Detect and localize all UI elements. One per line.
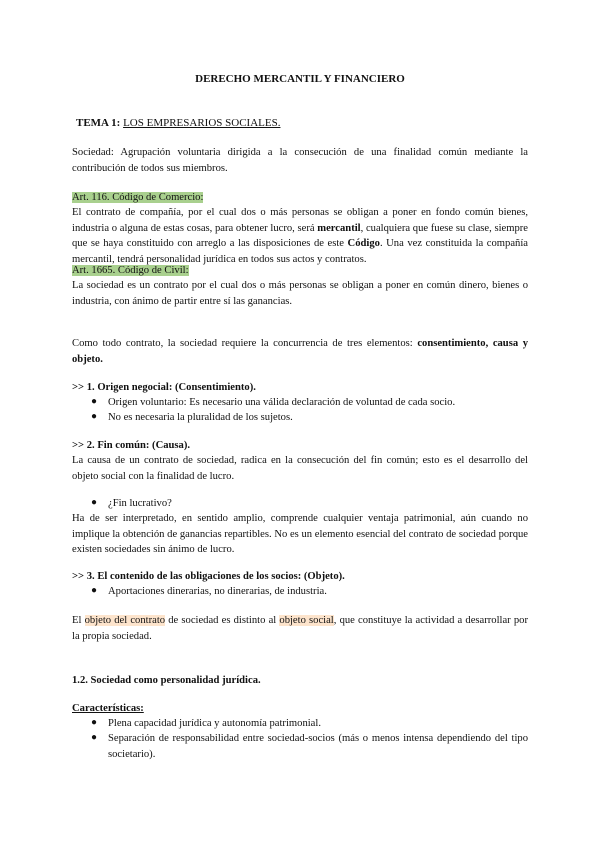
bullet-icon: ●	[91, 396, 98, 407]
s2-paragraph-2: Ha de ser interpretado, en sentido amplio, comprende cualquier ventaja patrimonial, aún cuando no implique la obtención de ganancias repartibles. No es un elemento esencial del contrato de sociedad porque existen sociedades sin ánimo de lucro.	[72, 513, 528, 555]
art116-bold-mercantil: mercantil	[317, 222, 361, 234]
art116-text-2: , cualquiera que fuese su clase, siempre que se haya constituido con arreglo a las disposiciones de este	[72, 222, 528, 249]
bullet-icon: ●	[91, 411, 98, 422]
s3-heading	[72, 569, 345, 585]
bullet-icon: ●	[91, 585, 98, 596]
objeto-social-highlight: objeto social	[279, 615, 334, 626]
document-title: DERECHO MERCANTIL Y FINANCIERO	[195, 73, 405, 85]
s12-bullet-1: Plena capacidad jurídica y autonomía patrimonial.	[108, 718, 321, 729]
s2-heading-text: >> 2. Fin común: (Causa).	[72, 440, 191, 451]
s2-bullet: ¿Fin lucrativo?	[108, 498, 172, 509]
objeto-paragraph	[72, 613, 528, 644]
s3-heading-text: >> 3. El contenido de las obligaciones de los socios: (Objeto).	[72, 571, 345, 582]
bullet-icon: ●	[91, 732, 98, 743]
art116-text-1: El contrato de compañía, por el cual dos o más personas se obligan a poner en fondo común bienes, industria o alguna de estas cosas, para obtener lucro, será	[72, 207, 528, 234]
s12-subheading-text: Características:	[72, 703, 144, 714]
art1665-heading	[72, 263, 189, 279]
elementos-text: Como todo contrato, la sociedad requiere la concurrencia de tres elementos:	[72, 338, 418, 349]
art116-text-3: . Una vez constituida la compañía mercantil, tendrá personalidad jurídica en todos sus actos y contratos.	[72, 238, 528, 265]
s12-bullet-2: Separación de responsabilidad entre sociedad-socios (más o menos intensa dependiendo del tipo societario).	[108, 733, 528, 760]
tema-heading	[76, 116, 280, 132]
art116-bold-codigo: Código	[347, 238, 380, 249]
art1665-paragraph: La sociedad es un contrato por el cual dos o más personas se obligan a poner en común dinero, bienes o industria, con ánimo de partir entre sí las ganancias.	[72, 280, 528, 307]
art116-heading-text: Art. 116. Código de Comercio:	[72, 192, 204, 203]
bullet-icon: ●	[91, 717, 98, 728]
art116-paragraph	[72, 205, 528, 267]
objeto-text-mid: de sociedad es distinto al	[165, 615, 280, 626]
bullet-icon: ●	[91, 497, 98, 508]
objeto-text-pre: El	[72, 615, 85, 626]
elementos-bold: consentimiento, causa y objeto.	[72, 338, 528, 365]
s1-heading-text: >> 1. Origen negocial: (Consentimiento).	[72, 382, 256, 393]
objeto-contrato-highlight: objeto del contrato	[84, 615, 166, 626]
art1665-heading-text: Art. 1665. Código de Civil:	[72, 265, 189, 276]
s1-bullet-2: No es necesaria la pluralidad de los sujetos.	[108, 412, 293, 423]
elementos-paragraph	[72, 336, 528, 367]
s2-heading	[72, 438, 190, 454]
s12-heading	[72, 673, 261, 689]
tema-name: LOS EMPRESARIOS SOCIALES.	[123, 117, 281, 129]
art116-heading	[72, 190, 203, 206]
s2-paragraph: La causa de un contrato de sociedad, radica en la consecución del fin común; esto es el desarrollo del objeto social con la finalidad de lucro.	[72, 455, 528, 482]
s1-heading	[72, 380, 256, 396]
objeto-text-post: , que constituye la actividad a desarrollar por la propia sociedad.	[72, 615, 528, 642]
intro-paragraph: Sociedad: Agrupación voluntaria dirigida a la consecución de una finalidad común mediante la contribución de todos sus miembros.	[72, 147, 528, 174]
s12-subheading	[72, 701, 144, 717]
s3-bullet: Aportaciones dinerarias, no dinerarias, de industria.	[108, 586, 327, 597]
s12-heading-text: 1.2. Sociedad como personalidad jurídica.	[72, 675, 261, 686]
tema-label: TEMA 1:	[76, 117, 121, 129]
s1-bullet-1: Origen voluntario: Es necesario una válida declaración de voluntad de cada socio.	[108, 397, 456, 408]
